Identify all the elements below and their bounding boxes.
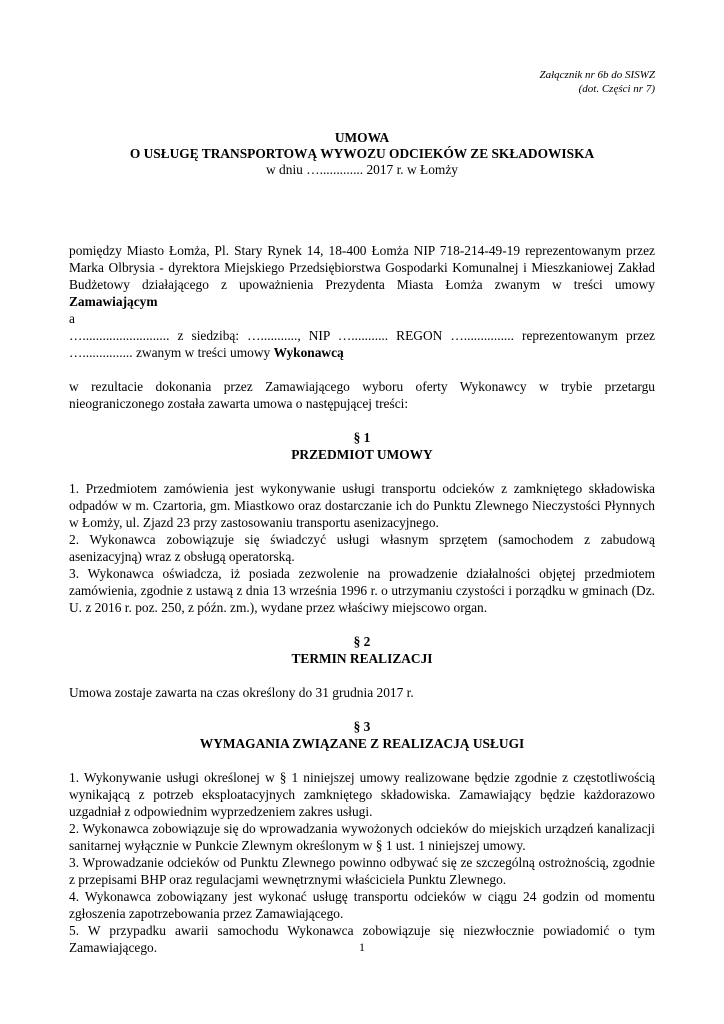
contract-date-line: w dniu …............. 2017 r. w Łomży xyxy=(266,162,458,177)
section-3-item: 4. Wykonawca zobowiązany jest wykonać usługę transportu odcieków w ciągu 24 godzin od momentu zgłoszenia zapotrzebowania przez Zamawiającego. xyxy=(69,889,655,921)
section-1-item: 3. Wykonawca oświadcza, iż posiada zezwolenie na prowadzenie działalności objętej przedmiotem zamówienia, zgodnie z ustawą z dnia 13 września 1996 r. o utrzymaniu czystości i porządku w gminach (Dz. U. z 2016 r. poz. 250, z późn. zm.), wydane przez właściwy miejscowo organ. xyxy=(69,566,655,615)
section-3-item: 5. W przypadku awarii samochodu Wykonawca zobowiązuje się niezwłocznie powiadomić o tym Zamawiającego. xyxy=(69,923,655,955)
parties-and: a xyxy=(69,311,75,326)
section-1-item: 1. Przedmiotem zamówienia jest wykonywanie usługi transportu odcieków z zamkniętego składowiska odpadów w m. Czartoria, gm. Miastkowo oraz dostarczanie ich do Punktu Zlewnego Nieczystości Płynnych w Łomży, ul. Zjazd 23 przy zastosowaniu transportu asenizacyjnego. xyxy=(69,481,655,530)
ordering-party-term: Zamawiającym xyxy=(69,294,158,309)
contractor-intro: ….......................... z siedzibą: …..........., NIP …........... REGON …............... reprezentowanym przez …............... zwanym w treści umowy xyxy=(69,328,655,360)
parties-paragraph xyxy=(69,242,655,310)
section-3-number: § 3 xyxy=(353,719,371,734)
section-2-title: TERMIN REALIZACJI xyxy=(291,651,433,666)
section-2-number: § 2 xyxy=(353,634,371,649)
section-1-item: 2. Wykonawca zobowiązuje się świadczyć usługi własnym sprzętem (samochodem z zabudową asenizacyjną) wraz z obsługą operatorską. xyxy=(69,532,655,564)
annex-note xyxy=(540,68,656,96)
section-1-title: PRZEDMIOT UMOWY xyxy=(291,447,433,462)
contract-subtitle: O USŁUGĘ TRANSPORTOWĄ WYWOZU ODCIEKÓW ZE SKŁADOWISKA xyxy=(129,146,595,161)
section-3-item: 2. Wykonawca zobowiązuje się do wprowadzania wywożonych odcieków do miejskich urządzeń kanalizacji sanitarnej wyłącznie w Punkcie Zlewnym określonym w § 1 ust. 1 niniejszej umowy. xyxy=(69,821,655,853)
section-1-number: § 1 xyxy=(353,430,371,445)
contractor-term: Wykonawcą xyxy=(273,345,344,360)
contractor-paragraph xyxy=(69,327,655,361)
preamble: w rezultacie dokonania przez Zamawiającego wyboru oferty Wykonawcy w trybie przetargu nieograniczonego została zawarta umowa o następującej treści: xyxy=(69,379,655,411)
page-number: 1 xyxy=(359,940,365,954)
parties-intro: pomiędzy Miasto Łomża, Pl. Stary Rynek 14, 18-400 Łomża NIP 718-214-49-19 reprezentowanym przez Marka Olbrysia - dyrektora Miejskiego Przedsiębiorstwa Gospodarki Komunalnej i Mieszkaniowej Zakład Budżetowy działającego z upoważnienia Prezydenta Miasta Łomża zwanym w treści umowy xyxy=(69,243,655,292)
contract-body xyxy=(69,242,655,956)
section-3-title: WYMAGANIA ZWIĄZANE Z REALIZACJĄ USŁUGI xyxy=(199,736,525,751)
section-2-text: Umowa zostaje zawarta na czas określony do 31 grudnia 2017 r. xyxy=(69,685,414,700)
section-3-item: 3. Wprowadzanie odcieków od Punktu Zlewnego powinno odbywać się ze szczególną ostrożnością, zgodnie z przepisami BHP oraz regulacjami wewnętrznymi właściciela Punktu Zlewnego. xyxy=(69,855,655,887)
section-3-item: 1. Wykonywanie usługi określonej w § 1 niniejszej umowy realizowane będzie zgodnie z częstotliwością wynikającą z potrzeb eksploatacyjnych zamkniętego składowiska. Zamawiający będzie każdorazowo uzgadniał z odpowiednim wyprzedzeniem zakres usługi. xyxy=(69,770,655,819)
annex-line-2: (dot. Części nr 7) xyxy=(578,83,655,95)
contract-title-block xyxy=(69,130,655,178)
contract-title: UMOWA xyxy=(334,130,390,145)
annex-line-1: Załącznik nr 6b do SISWZ xyxy=(539,69,655,81)
